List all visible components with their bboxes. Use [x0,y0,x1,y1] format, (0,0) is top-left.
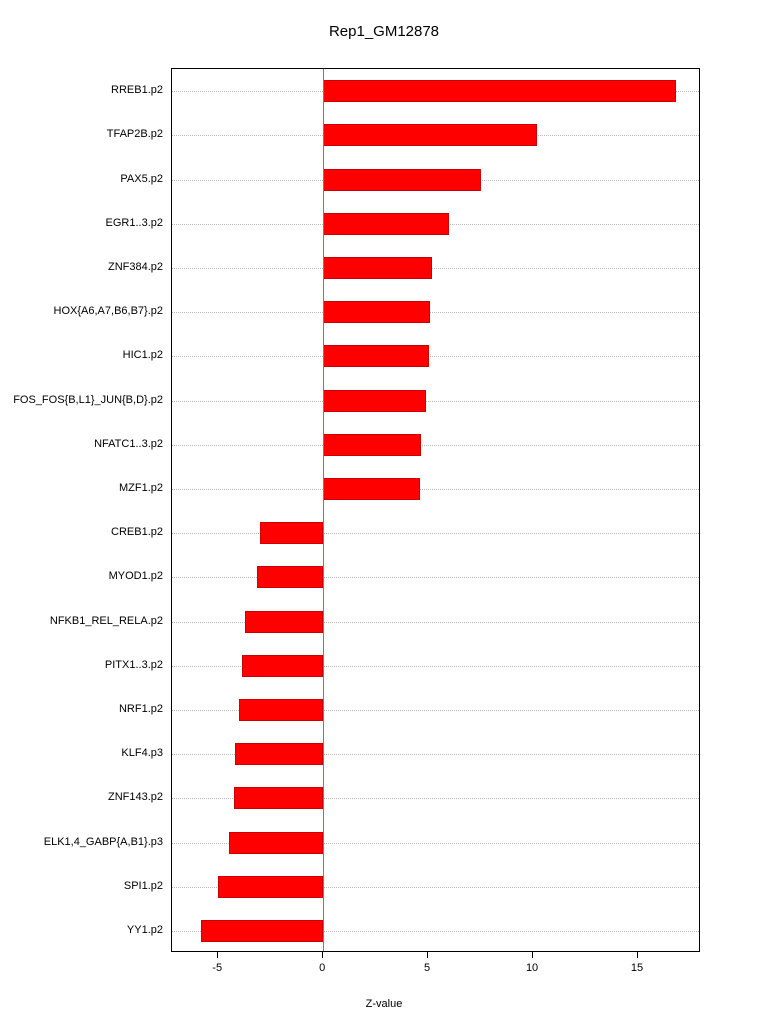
y-axis-tick-label: FOS_FOS{B,L1}_JUN{B,D}.p2 [13,393,163,406]
y-axis-tick-label: ZNF143.p2 [107,791,163,804]
bar [323,345,429,367]
bar [234,787,323,809]
bar [235,743,323,765]
bar [257,566,323,588]
y-axis-tick-label: EGR1..3.p2 [105,216,163,229]
y-axis-tick-label: YY1.p2 [126,923,163,936]
bar [323,169,480,191]
y-axis-tick-label: PITX1..3.p2 [104,658,163,671]
gridline [172,356,699,357]
bar [323,124,537,146]
bar [260,522,323,544]
x-axis-tick-label: -5 [212,962,223,974]
x-axis-tick-label: 0 [319,962,326,974]
x-axis-title: Z-value [365,998,403,1010]
x-axis-tick-mark [532,952,533,958]
gridline [172,268,699,269]
y-axis-tick-label: RREB1.p2 [111,84,163,97]
y-axis-tick-label: HOX{A6,A7,B6,B7}.p2 [53,305,163,318]
bar [323,213,449,235]
x-axis-tick-mark [217,952,218,958]
x-axis-tick-mark [322,952,323,958]
x-axis-tick-label: 5 [424,962,431,974]
bar [323,301,430,323]
y-axis-tick-label: NFKB1_REL_RELA.p2 [49,614,163,627]
bar [201,920,323,942]
bar [242,655,323,677]
x-axis-tick-mark [427,952,428,958]
bar [218,876,323,898]
bar [239,699,323,721]
gridline [172,401,699,402]
x-axis-tick-label: 15 [630,962,644,974]
y-axis-tick-label: NFATC1..3.p2 [94,437,163,450]
y-axis-labels [0,68,163,952]
gridline [172,533,699,534]
x-axis-tick-mark [637,952,638,958]
y-axis-tick-label: MZF1.p2 [118,481,163,494]
y-axis-tick-label: SPI1.p2 [123,879,163,892]
gridline [172,577,699,578]
y-axis-tick-label: CREB1.p2 [111,526,163,539]
plot-inner [172,69,699,951]
y-axis-tick-label: ELK1,4_GABP{A,B1}.p3 [43,835,163,848]
y-axis-tick-label: PAX5.p2 [120,172,163,185]
y-axis-tick-label: KLF4.p3 [121,747,163,760]
y-axis-tick-label: MYOD1.p2 [108,570,163,583]
zero-reference-line [323,69,324,951]
bar [323,80,676,102]
x-axis-tick-label: 10 [525,962,539,974]
bar [323,390,426,412]
chart-title: Rep1_GM12878 [328,23,440,40]
bar [323,257,432,279]
y-axis-tick-label: ZNF384.p2 [107,260,163,273]
y-axis-tick-label: HIC1.p2 [122,349,163,362]
y-axis-tick-label: NRF1.p2 [118,702,163,715]
bar [245,611,323,633]
gridline [172,489,699,490]
gridline [172,445,699,446]
bar [323,478,420,500]
bar [323,434,421,456]
gridline [172,312,699,313]
y-axis-tick-label: TFAP2B.p2 [106,128,163,141]
plot-area [171,68,700,952]
bar [229,832,323,854]
